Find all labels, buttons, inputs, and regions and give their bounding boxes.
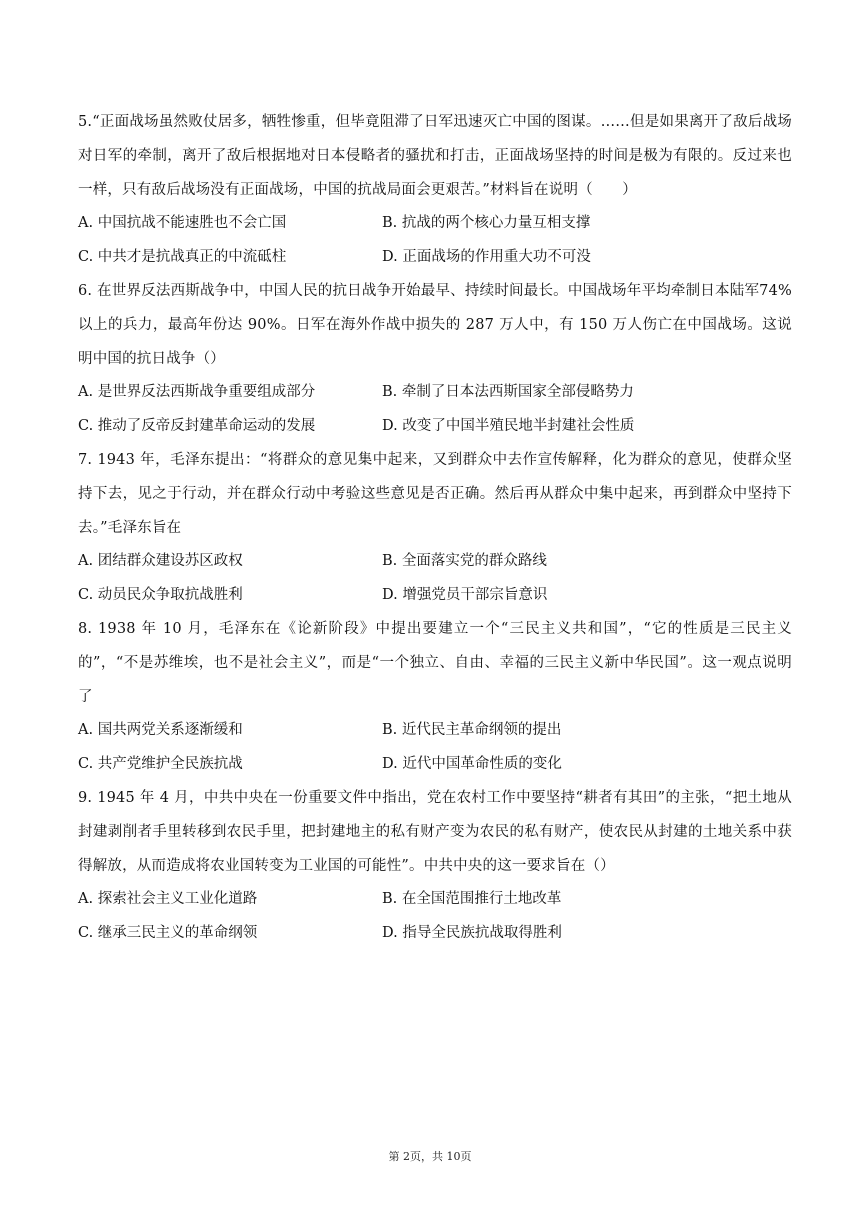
option-c[interactable]: C. 动员民众争取抗战胜利 [78, 587, 243, 604]
option-b[interactable]: B. 近代民主革命纲领的提出 [382, 722, 562, 739]
option-grid [78, 714, 792, 782]
option-a[interactable]: A. 国共两党关系逐渐缓和 [78, 722, 243, 739]
option-b[interactable]: B. 牵制了日本法西斯国家全部侵略势力 [382, 384, 634, 401]
option-grid [78, 545, 792, 613]
option-d[interactable]: D. 近代中国革命性质的变化 [382, 756, 562, 773]
page-number: 第 2页，共 10页 [388, 1150, 472, 1163]
option-b[interactable]: B. 全面落实党的群众路线 [382, 553, 547, 570]
question-stem: 7. 1943 年，毛泽东提出：“将群众的意见集中起来，又到群众中去作宣传解释，化为群众的意见，使群众坚持下去，见之于行动，并在群众行动中考验这些意见是否正确。然后再从群众中集中起来，再到群众中坚持下去。”毛泽东旨在 [78, 451, 792, 536]
question-list [78, 106, 792, 951]
option-c[interactable]: C. 继承三民主义的革命纲领 [78, 925, 258, 942]
option-c[interactable]: C. 共产党维护全民族抗战 [78, 756, 243, 773]
question-stem: 5.“正面战场虽然败仗居多，牺牲惨重，但毕竟阻滞了日军迅速灭亡中国的图谋。……但是如果离开了敌后战场对日军的牵制，离开了敌后根据地对日本侵略者的骚扰和打击，正面战场坚持的时间是极为有限的。反过来也一样，只有敌后战场没有正面战场，中国的抗战局面会更艰苦。”材料旨在说明（ ） [78, 114, 792, 198]
question-stem: 6. 在世界反法西斯战争中，中国人民的抗日战争开始最早、持续时间最长。中国战场年平均牵制日本陆军74%以上的兵力，最高年份达 90%。日军在海外作战中损失的 287 万人中，有 150 万人伤亡在中国战场。这说明中国的抗日战争（） [78, 282, 792, 367]
option-grid [78, 376, 792, 444]
question-6 [78, 275, 792, 444]
option-d[interactable]: D. 正面战场的作用重大功不可没 [382, 249, 591, 266]
question-7 [78, 444, 792, 613]
option-d[interactable]: D. 指导全民族抗战取得胜利 [382, 925, 562, 942]
option-a[interactable]: A. 是世界反法西斯战争重要组成部分 [78, 384, 316, 401]
option-grid [78, 883, 792, 951]
option-a[interactable]: A. 探索社会主义工业化道路 [78, 891, 258, 908]
option-grid [78, 207, 792, 275]
question-5 [78, 106, 792, 275]
option-c[interactable]: C. 推动了反帝反封建革命运动的发展 [78, 418, 316, 435]
option-d[interactable]: D. 改变了中国半殖民地半封建社会性质 [382, 418, 635, 435]
option-d[interactable]: D. 增强党员干部宗旨意识 [382, 587, 548, 604]
question-stem: 8. 1938 年 10 月，毛泽东在《论新阶段》中提出要建立一个“三民主义共和国”，“它的性质是三民主义的”，“不是苏维埃，也不是社会主义”，而是“一个独立、自由、幸福的三民主义新中华民国”。这一观点说明了 [78, 620, 792, 705]
option-a[interactable]: A. 团结群众建设苏区政权 [78, 553, 243, 570]
question-8 [78, 613, 792, 782]
option-c[interactable]: C. 中共才是抗战真正的中流砥柱 [78, 249, 287, 266]
option-b[interactable]: B. 在全国范围推行土地改革 [382, 891, 562, 908]
option-b[interactable]: B. 抗战的两个核心力量互相支撑 [382, 215, 591, 232]
question-stem: 9. 1945 年 4 月，中共中央在一份重要文件中指出，党在农村工作中要坚持“耕者有其田”的主张，“把土地从封建剥削者手里转移到农民手里，把封建地主的私有财产变为农民的私有财产，使农民从封建的土地关系中获得解放，从而造成将农业国转变为工业国的可能性”。中共中央的这一要求旨在（） [78, 789, 792, 874]
option-a[interactable]: A. 中国抗战不能速胜也不会亡国 [78, 215, 287, 232]
question-9 [78, 782, 792, 951]
